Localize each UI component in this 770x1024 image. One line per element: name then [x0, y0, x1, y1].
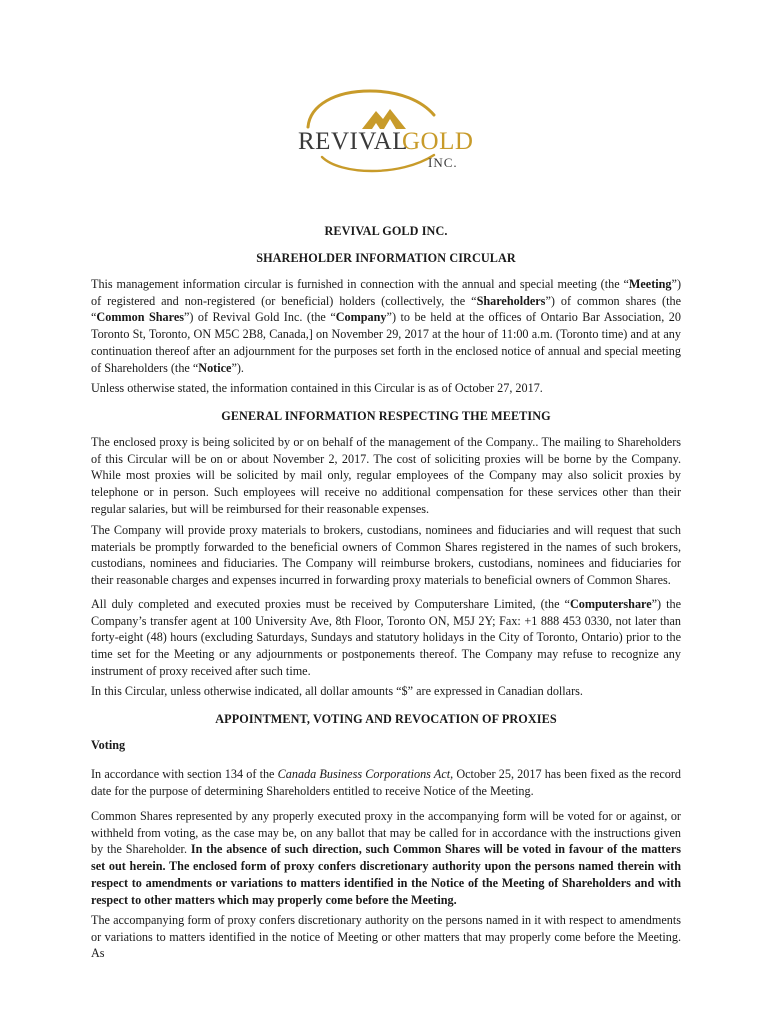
company-logo — [250, 85, 520, 180]
voting-paragraph-2: Common Shares represented by any properly executed proxy in the accompanying form will be voted for or against, or withheld from voting, as the case may be, on any ballot that may be called for in accordance with the instructions given by the Shareholder. In the absence of such direction, such Common Shares will be voted in favour of the matters set out herein. The enclosed form of proxy confers discretionary authority upon the persons named therein with respect to amendments or variations to matters identified in the Notice of the Meeting of Shareholders and with respect to other matters which may properly come before the Meeting. — [91, 809, 681, 907]
logo-suffix: INC. — [428, 155, 458, 170]
general-paragraph-3: All duly completed and executed proxies must be received by Computershare Limited, (the “Computershare”) the Company’s transfer agent at 100 University Ave, 8th Floor, Toronto ON, M5J 2Y; Fax: +1 888 453 0330, not later than forty-eight (48) hours (excluding Saturdays, Sundays and statutory holidays in the City of Toronto, Ontario) prior to the time set for the Meeting or any adjournments or postponements thereof. The Company may refuse to recognize any instrument of proxy received after such time. — [91, 597, 682, 678]
general-paragraph-4: In this Circular, unless otherwise indicated, all dollar amounts “$” are expressed in Canadian dollars. — [91, 684, 583, 698]
company-heading: REVIVAL GOLD INC. — [324, 224, 448, 238]
document-title: SHAREHOLDER INFORMATION CIRCULAR — [256, 251, 516, 265]
general-paragraph-2: The Company will provide proxy materials to brokers, custodians, nominees and fiduciaries and will request that such materials be promptly forwarded to the beneficial owners of Common Shares registered in the names of such brokers, custodians, nominees and fiduciaries. The Company will reimburse brokers, custodians, nominees and fiduciaries for their reasonable charges and expenses incurred in forwarding proxy materials to beneficial owners of Common Shares. — [91, 523, 681, 588]
voting-paragraph-1: In accordance with section 134 of the Canada Business Corporations Act, October 25, 2017 has been fixed as the record date for the purpose of determining Shareholders entitled to receive Notice of the Meeting. — [91, 767, 682, 798]
general-paragraph-1: The enclosed proxy is being solicited by or on behalf of the management of the Company.. The mailing to Shareholders of this Circular will be on or about November 2, 2017. The cost of soliciting proxies will be borne by the Company. While most proxies will be solicited by mail only, regular employees of the Company may also solicit proxies by telephone or in person. Such employees will receive no additional compensation for these services other than their regular salaries, but will be reimbursed for their reasonable expenses. — [91, 435, 681, 516]
logo-word-revival: REVIVAL — [298, 128, 408, 155]
logo-lower-arc — [322, 155, 434, 171]
general-info-heading: GENERAL INFORMATION RESPECTING THE MEETING — [221, 409, 551, 423]
voting-subheading: Voting — [91, 738, 126, 752]
voting-paragraph-3: The accompanying form of proxy confers discretionary authority on the persons named in it with respect to amendments or variations to matters identified in the notice of Meeting or other matters that may properly come before the Meeting. As — [91, 913, 681, 961]
logo-mountain-icon — [362, 109, 406, 129]
intro-paragraph: This management information circular is furnished in connection with the annual and special meeting (the “Meeting”) of registered and non-registered (or beneficial) holders (collectively, the “Shareholders”) of common shares (the “Common Shares”) of Revival Gold Inc. (the “Company”) to be held at the offices of Ontario Bar Association, 20 Toronto St, Toronto, ON M5C 2B8, Canada,] on November 29, 2017 at the hour of 11:00 a.m. (Toronto time) and at any continuation thereof after an adjournment for the purposes set forth in the enclosed notice of annual and special meeting of Shareholders (the “Notice”). — [91, 277, 681, 375]
as-of-date-paragraph: Unless otherwise stated, the information contained in this Circular is as of October 27, 2017. — [91, 381, 543, 395]
logo-graphic — [250, 85, 520, 180]
logo-word-gold: GOLD — [402, 128, 474, 155]
appointment-heading: APPOINTMENT, VOTING AND REVOCATION OF PROXIES — [215, 712, 557, 726]
